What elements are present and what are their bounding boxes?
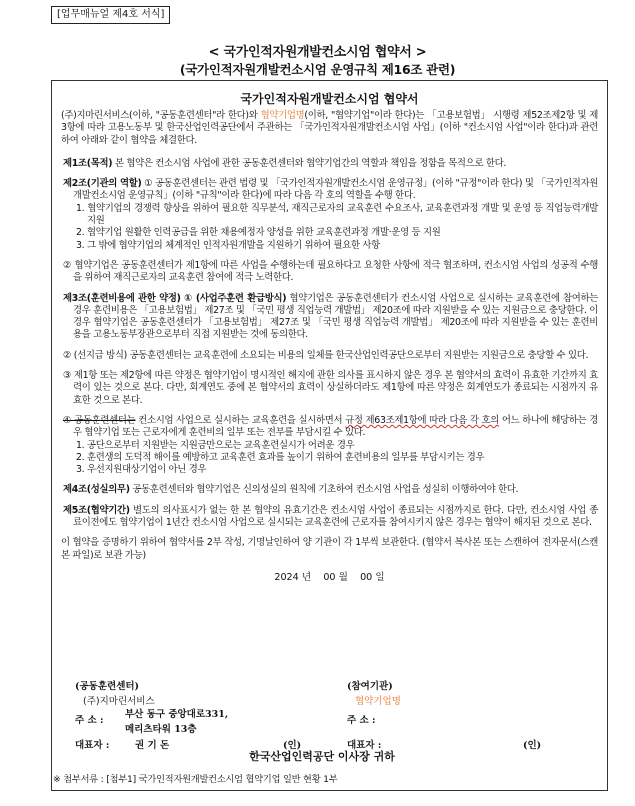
article-3-heading: 제3조(훈련비용에 관한 약정) (63, 292, 181, 304)
article-2-body: ① 공동훈련센터는 관련 법령 및 「국가인적자원개발컨소시엄 운영규정」(이하 "규정"이라 한다) 및 「국가인적자원개발컨소시엄 운영규칙」(이하 "규칙"이라 한다)에 따라 다음 각 호의 역할을 수행 한다. (73, 178, 598, 202)
left-address-label: 주 소 : (75, 715, 104, 726)
agreement-document (51, 80, 608, 791)
article-1 (61, 158, 598, 170)
page-title: < 국가인적자원개발컨소시엄 협약서 > (208, 45, 427, 60)
article-4-heading: 제4조(성실의무) (63, 484, 130, 496)
left-address-line-2: 메리츠타워 13층 (125, 724, 197, 735)
addressee-line: 한국산업인력공단 이사장 귀하 (249, 750, 395, 763)
document-title: 국가인적자원개발컨소시엄 협약서 (240, 92, 419, 106)
left-representative-name: 권 기 돈 (135, 740, 170, 751)
struck-text: ④ 공동훈련센터는 (63, 414, 136, 426)
article-1-body: 본 협약은 컨소시엄 사업에 관한 공동훈련센터와 협약기업간의 역할과 책임을 정함을 목적으로 한다. (112, 157, 507, 169)
article-2-paragraph-2: ② 협약기업은 공동훈련센터가 제1항에 따른 사업을 수행하는데 필요하다고 요청한 사항에 적극 협조하며, 컨소시엄 사업의 성공적 수행을 위하여 재직근로자의 교육훈련 참여에 적극 노력한다. (63, 259, 598, 284)
closing-paragraph: 이 협약을 증명하기 위하여 협약서를 2부 작성, 기명날인하여 양 기관이 각 1부씩 보관한다. (협약서 복사본 또는 스캔하여 전자문서(스캔본 파일)로 보관 가능) (61, 537, 598, 561)
date-year[interactable]: 2024 (274, 571, 299, 583)
left-seal-mark: (인) (283, 740, 302, 751)
intro-text-a: (주)지마린서비스(이하, "공동훈련센터"라 한다)와 (61, 110, 261, 121)
marked-text: 규정 제63조제1항에 따라 다음 각 호의 (345, 414, 500, 426)
form-number-tag: [업무매뉴얼 제4호 서식] (51, 6, 170, 24)
date-month-unit: 월 (338, 571, 348, 583)
article-2-heading: 제2조(기관의 역할) (63, 178, 142, 190)
right-representative-label: 대표자 : (347, 740, 382, 751)
attachment-note: ※ 첨부서류 : [첨부1] 국가인적자원개발컨소시엄 협약기업 일반 현황 1부 (53, 774, 338, 785)
article-2-item-1: 1. 협약기업의 경쟁력 향상을 위하여 필요한 직무분석, 재직근로자의 교육훈련 수요조사, 교육훈련과정 개발 및 운영 등 직업능력개발 지원 (76, 202, 598, 227)
article-4 (61, 484, 598, 496)
article-2-item-3: 3. 그 밖에 협약기업의 체계적인 인적자원개발을 지원하기 위하여 필요한 사항 (76, 239, 380, 251)
signature-block (61, 678, 601, 750)
article-3-paragraph-3: ③ 제1항 또는 제2항에 따른 약정은 협약기업이 명시적인 해지에 관한 의사를 표시하지 않은 경우 본 협약서의 효력이 유효한 기간까지 효력이 있는 것으로 본다. 다만, 회계연도 중에 본 협약서의 효력이 상실하더라도 제1항에 따른 약정은 회계연도가 종료되는 시점까지 유효한 것으로 본다. (63, 370, 598, 406)
intro-paragraph (61, 110, 598, 147)
left-representative-label: 대표자 : (75, 740, 110, 751)
article-3-item-1: 1. 공단으로부터 지원받는 지원금만으로는 교육훈련실시가 어려운 경우 (76, 439, 355, 451)
date-month[interactable]: 00 (323, 571, 336, 583)
article-1-heading: 제1조(목적) (63, 157, 113, 169)
article-3-paragraph-2: ② (선지급 방식) 공동훈련센터는 교육훈련에 소요되는 비용의 일체를 한국산업인력공단으로부터 지원받는 지원금으로 충당할 수 있다. (63, 349, 589, 361)
article-3-paragraph-4 (61, 415, 598, 440)
article-2 (61, 178, 598, 203)
date-year-unit: 년 (301, 571, 312, 583)
left-party-name: (주)지마린서비스 (83, 696, 155, 707)
date-day[interactable]: 00 (360, 571, 373, 583)
article-3-p4-text-b: 어느 하나에 해당하는 경우 협약기업 또는 근로자에게 훈련비의 일부 또는 전부를 부담시킬 수 있다. (73, 414, 598, 439)
article-3-item-3: 3. 우선지원대상기업이 아닌 경우 (76, 464, 207, 476)
date-day-unit: 일 (375, 571, 385, 583)
right-seal-mark: (인) (523, 740, 542, 751)
article-3-p1-heading: ① (사업주훈련 환급방식) (180, 292, 287, 304)
article-4-body: 공동훈련센터와 협약기업은 신의성실의 원칙에 기초하여 컨소시엄 사업을 성실히 이행하여야 한다. (129, 484, 519, 496)
article-2-item-2: 2. 협약기업 원활한 인력공급을 위한 채용예정자 양성을 위한 교육훈련과정 개발·운영 등 지원 (76, 227, 441, 239)
article-5 (61, 505, 598, 530)
company-name-placeholder: 협약기업명 (260, 110, 305, 121)
article-3-item-2: 2. 훈련생의 도덕적 해이를 예방하고 교육훈련 효과를 높이기 위하여 훈련비용의 일부를 부담시키는 경우 (76, 451, 485, 463)
article-5-body: 별도의 의사표시가 없는 한 본 협약의 유효기간은 컨소시엄 사업이 종료되는 시점까지로 한다. 다만, 컨소시엄 사업 종료이전에도 협약기업이 1년간 컨소시엄 사업으로 실시되는 교육훈련에 근로자를 참여시키지 않은 경우는 협약이 해지된 것으로 본다. (73, 504, 598, 529)
right-party-label: (참여기관) (347, 681, 393, 692)
article-3-p1-body: 협약기업은 공동훈련센터가 컨소시엄 사업으로 실시하는 교육훈련에 참여하는 경우 훈련비용은 「고용보험법」 제27조 및 「국민 평생 직업능력 개발법」 제20조에 따라 지원받을 수 있는 지원금으로 충당한다. 이 경우 협약기업은 공동훈련센터가 「고용보험법」 제27조 및 「국민 평생 직업능력 개발법」 제20조에 따라 지원받을 수 있는 훈련비용을 고용노동부장관으로부터 직접 지원받는 것에 동의한다. (73, 292, 598, 341)
article-3 (61, 293, 598, 342)
signing-date (61, 569, 598, 583)
left-address-line-1: 부산 동구 중앙대로331, (125, 709, 229, 720)
left-party-label: (공동훈련센터) (75, 681, 140, 692)
page-subtitle: (국가인적자원개발컨소시엄 운영규칙 제16조 관련) (179, 62, 456, 77)
article-3-p4-text-a: 컨소시엄 사업으로 실시하는 교육훈련을 실시하면서 (135, 414, 346, 426)
intro-text-b: (이하, "협약기업"이라 한다)는 「고용보험법」 시행령 제52조제2항 및 제3항에 따라 고용노동부 및 한국산업인력공단에서 주관하는 「국가인적자원개발컨소시엄 사업」(이하 "컨소시엄 사업"이라 한다)과 관련하여 아래와 같이 협약을 체결한다. (61, 110, 599, 146)
right-party-name: 협약기업명 (355, 696, 401, 707)
article-5-heading: 제5조(협약기간) (63, 504, 130, 516)
right-address-label: 주 소 : (347, 715, 376, 726)
